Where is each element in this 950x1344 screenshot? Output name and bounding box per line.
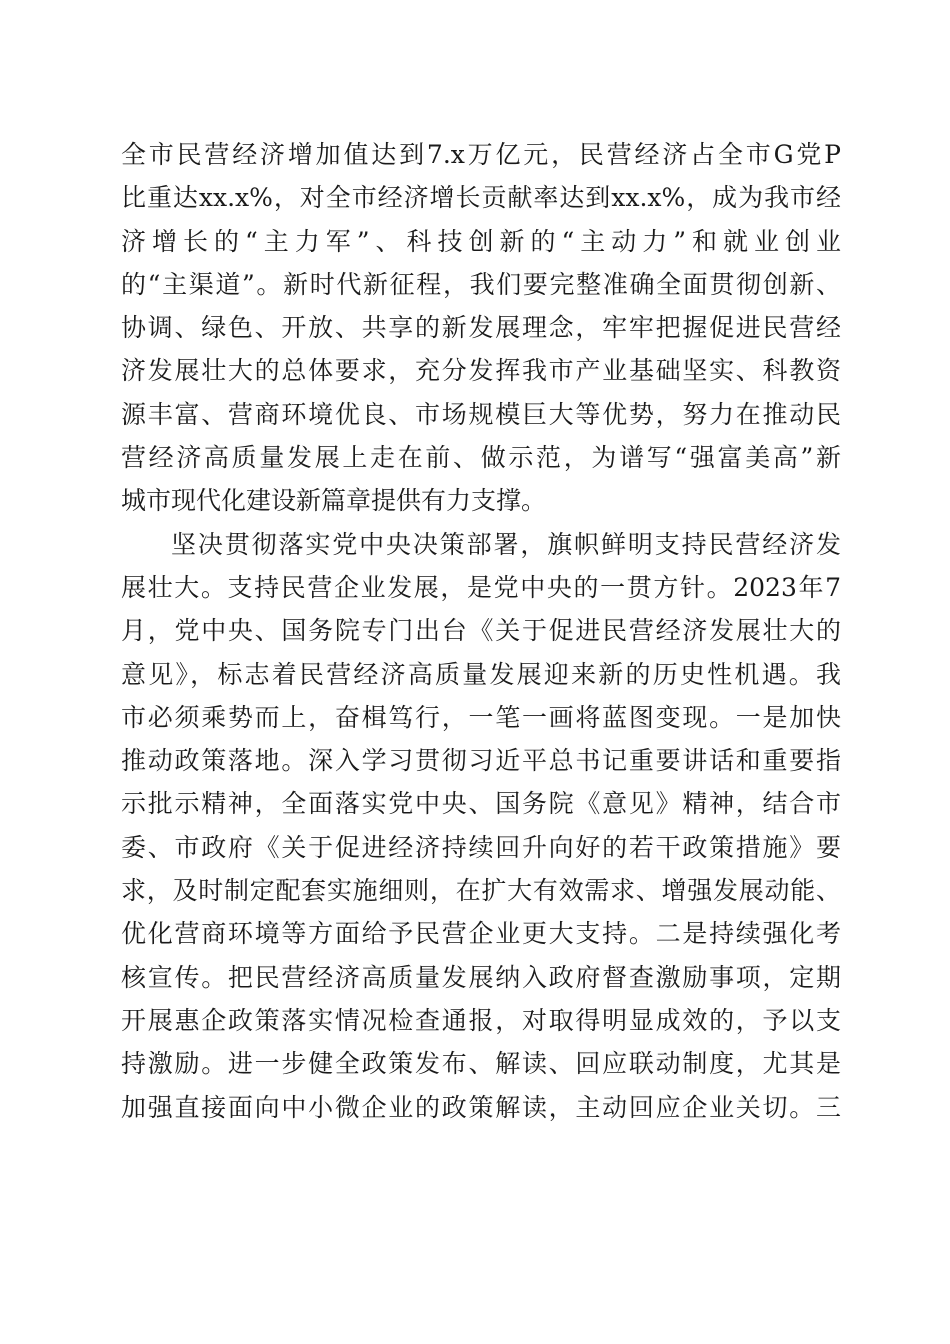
text-line: 的“主渠道”。新时代新征程，我们要完整准确全面贯彻创新、 xyxy=(121,269,841,299)
text-line: 持激励。进一步健全政策发布、解读、回应联动制度，尤其是 xyxy=(121,1049,841,1079)
text-line: 展壮大。支持民营企业发展，是党中央的一贯方针。2023年7 xyxy=(121,572,841,602)
text-line: 源丰富、营商环境优良、市场规模巨大等优势，努力在推动民 xyxy=(121,399,841,429)
text-line: 济发展壮大的总体要求，充分发挥我市产业基础坚实、科教资 xyxy=(121,356,841,386)
text-line: 推动政策落地。深入学习贯彻习近平总书记重要讲话和重要指 xyxy=(121,746,841,776)
text-line: 优化营商环境等方面给予民营企业更大支持。二是持续强化考 xyxy=(121,919,841,949)
text-line: 开展惠企政策落实情况检查通报，对取得明显成效的，予以支 xyxy=(121,1005,841,1035)
text-line: 济增长的“主力军”、科技创新的“主动力”和就业创业 xyxy=(121,226,841,256)
text-line: 市必须乘势而上，奋楫笃行，一笔一画将蓝图变现。一是加快 xyxy=(121,702,841,732)
text-line: 比重达xx.x%，对全市经济增长贡献率达到xx.x%，成为我市经 xyxy=(121,183,841,213)
text-line: 月，党中央、国务院专门出台《关于促进民营经济发展壮大的 xyxy=(121,616,841,646)
text-line: 协调、绿色、开放、共享的新发展理念，牢牢把握促进民营经 xyxy=(121,313,841,343)
text-line: 示批示精神，全面落实党中央、国务院《意见》精神，结合市 xyxy=(121,789,841,819)
text-line: 营经济高质量发展上走在前、做示范，为谱写“强富美高”新 xyxy=(121,443,841,473)
paragraph xyxy=(121,133,841,523)
text-line: 坚决贯彻落实党中央决策部署，旗帜鲜明支持民营经济发 xyxy=(171,529,841,559)
text-line: 委、市政府《关于促进经济持续回升向好的若干政策措施》要 xyxy=(121,832,841,862)
paragraph xyxy=(121,523,841,1129)
text-line: 全市民营经济增加值达到7.x万亿元，民营经济占全市G党P xyxy=(121,140,841,169)
text-line: 城市现代化建设新篇章提供有力支撑。 xyxy=(121,486,547,516)
document-body xyxy=(121,133,841,1129)
text-line: 求，及时制定配套实施细则，在扩大有效需求、增强发展动能、 xyxy=(121,876,841,906)
text-line: 意见》，标志着民营经济高质量发展迎来新的历史性机遇。我 xyxy=(121,659,841,689)
text-line: 核宣传。把民营经济高质量发展纳入政府督查激励事项，定期 xyxy=(121,962,841,992)
text-line: 加强直接面向中小微企业的政策解读，主动回应企业关切。三 xyxy=(121,1092,841,1122)
